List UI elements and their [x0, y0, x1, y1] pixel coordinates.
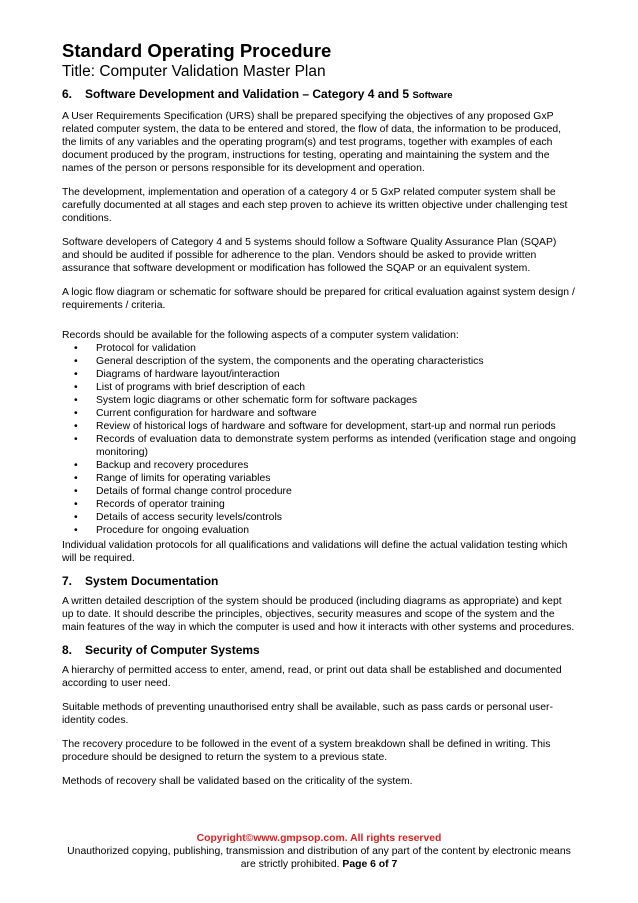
list-item: • Range of limits for operating variables — [74, 473, 271, 484]
page-footer — [60, 832, 578, 871]
paragraph: A written detailed description of the system should be produced (including diagrams as appropriate) and kept up to date. It should describe the principles, objectives, security measures and scope of the system and the main features of the way in which the computer is used and how it interacts with other systems and procedures. — [62, 596, 575, 633]
list-item: • Current configuration for hardware and software — [74, 408, 317, 419]
paragraph: The recovery procedure to be followed in the event of a system breakdown shall be defined in writing. This procedure should be designed to return the system to a previous state. — [62, 739, 551, 763]
usage-notice: Unauthorized copying, publishing, transmission and distribution of any part of the content by electronic means are strictly prohibited. Page 6 of 7 — [67, 846, 571, 870]
list-item: • Records of evaluation data to demonstrate system performs as intended (verification stage and ongoing monitoring) — [74, 434, 576, 458]
paragraph: Suitable methods of preventing unauthorised entry shall be available, such as pass cards or personal user-identity codes. — [62, 702, 553, 726]
document-title: Standard Operating Procedure — [62, 40, 332, 61]
list-item: • Review of historical logs of hardware and software for development, start-up and normal run periods — [74, 421, 556, 432]
section-title: Security of Computer Systems — [85, 643, 260, 657]
section-7-heading — [62, 573, 576, 589]
paragraph: Methods of recovery shall be validated based on the criticality of the system. — [62, 776, 413, 787]
section-number: 6. — [62, 87, 73, 101]
page-number: Page 6 of 7 — [342, 859, 398, 870]
section-number: 7. — [62, 574, 73, 588]
paragraph: Individual validation protocols for all qualifications and validations will define the actual validation testing which will be required. — [62, 540, 568, 564]
section-number: 8. — [62, 643, 73, 657]
list-item: • Details of access security levels/controls — [74, 512, 282, 523]
document-subtitle: Title: Computer Validation Master Plan — [62, 63, 326, 80]
page-content — [62, 40, 576, 799]
paragraph: A logic flow diagram or schematic for software should be prepared for critical evaluation against system design / requirements / criteria. — [62, 287, 575, 311]
section-title: Software Development and Validation – Category 4 and 5 Software — [85, 87, 453, 101]
list-item: • Protocol for validation — [74, 343, 196, 354]
list-item: • System logic diagrams or other schematic form for software packages — [74, 395, 418, 406]
list-item: • General description of the system, the components and the operating characteristics — [74, 356, 484, 367]
section-6-heading — [62, 86, 576, 104]
list-item: • Backup and recovery procedures — [74, 460, 249, 471]
paragraph: A User Requirements Specification (URS) shall be prepared specifying the objectives of any proposed GxP related computer system, the data to be entered and stored, the flow of data, the information to be produced, the limits of any variables and the operating program(s) and test programs, together with examples of each document produced by the program, instructions for testing, operating and maintaining the system and the names of the person or persons responsible for its development and operation. — [62, 111, 562, 174]
section-title: System Documentation — [85, 574, 219, 588]
paragraph: Records should be available for the following aspects of a computer system validation: — [62, 330, 459, 341]
paragraph: Software developers of Category 4 and 5 systems should follow a Software Quality Assurance Plan (SQAP) and should be audited if possible for adherence to the plan. Vendors should be asked to provide written assurance that software development or modification has followed the SQAP or an equivalent system. — [62, 237, 557, 274]
records-list — [62, 342, 576, 537]
list-item: • Diagrams of hardware layout/interaction — [74, 369, 280, 380]
list-item: • Procedure for ongoing evaluation — [74, 525, 250, 536]
section-8-heading — [62, 642, 576, 658]
list-item: • Records of operator training — [74, 499, 225, 510]
paragraph: The development, implementation and operation of a category 4 or 5 GxP related computer system shall be carefully documented at all stages and each step proven to achieve its written objective under challenging test conditions. — [62, 187, 568, 224]
list-item: • Details of formal change control procedure — [74, 486, 292, 497]
list-item: • List of programs with brief description of each — [74, 382, 306, 393]
paragraph: A hierarchy of permitted access to enter, amend, read, or print out data shall be established and documented according to user need. — [62, 665, 562, 689]
copyright-notice: Copyright©www.gmpsop.com. All rights reserved — [196, 833, 442, 844]
